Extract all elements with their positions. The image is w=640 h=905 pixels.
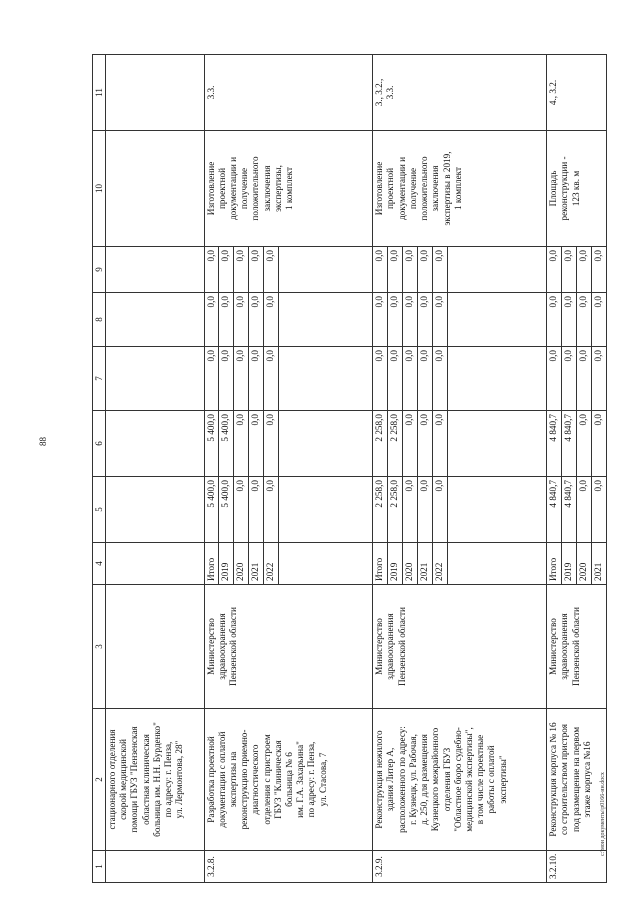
refs: 3.3.: [204, 55, 373, 131]
col-header: 9: [93, 247, 106, 293]
value-cell: 0,0: [234, 477, 249, 543]
col-header: 10: [93, 131, 106, 247]
value-cell: 0,0: [547, 347, 562, 411]
executor: [106, 585, 205, 709]
value-cell: 0,0: [219, 247, 234, 293]
row-number: 3.2.8.: [204, 851, 373, 883]
value-cell: 4 840,7: [547, 477, 562, 543]
refs: 4., 3.2.: [547, 55, 607, 131]
value-cell: 0,0: [373, 293, 388, 347]
value-cell: 0,0: [264, 293, 279, 347]
measure-name: Реконструкция нежилого здания Литер А, расположенного по адресу: г. Кузнецк, ул. Рабочая, д. 250, для размещения Кузнецкого межрайонного отделения ГБУЗ "Областное бюро судебно- медицинской экспертизы", в том числе проектные работы с оплатой экспертизы": [373, 709, 547, 851]
value-cell: 0,0: [388, 293, 403, 347]
value-cell: 4 840,7: [562, 477, 577, 543]
value-cell: 0,0: [577, 247, 592, 293]
col-header: 6: [93, 411, 106, 477]
value-cell: 0,0: [403, 247, 418, 293]
table-row: [204, 55, 219, 883]
value-cell: 0,0: [219, 293, 234, 347]
refs: [106, 55, 205, 131]
refs: 3., 3.2., 3.3.: [373, 55, 547, 131]
value-cell: 0,0: [417, 411, 432, 477]
table-row: [373, 55, 388, 883]
value-cell: 0,0: [432, 347, 447, 411]
year-cell: 2019: [562, 543, 577, 585]
value-cell: 0,0: [264, 347, 279, 411]
year-cell: 2021: [591, 543, 606, 585]
value-cell: 0,0: [249, 411, 264, 477]
value-cell: 0,0: [432, 247, 447, 293]
value-cell: 0,0: [417, 247, 432, 293]
value-cell: 4 840,7: [562, 411, 577, 477]
year-cell: 2021: [249, 543, 264, 585]
value-cell: 0,0: [591, 347, 606, 411]
col-header: 4: [93, 543, 106, 585]
value-cell: 0,0: [591, 293, 606, 347]
result: Площадь реконструкции - 123 кв. м: [547, 131, 607, 247]
col-header: 11: [93, 55, 106, 131]
col-header: 3: [93, 585, 106, 709]
col-header: 1: [93, 851, 106, 883]
value-cell: 0,0: [577, 477, 592, 543]
value-cell: 0,0: [234, 293, 249, 347]
value-cell: 0,0: [373, 247, 388, 293]
value-cell: 0,0: [432, 411, 447, 477]
result: Изготовление проектной документации и получение положительного заключения экспертизы, 1 комплект: [204, 131, 373, 247]
value-cell: 2 258,0: [388, 477, 403, 543]
value-cell: 0,0: [591, 411, 606, 477]
year-cell: 2022: [264, 543, 279, 585]
value-cell: 0,0: [562, 247, 577, 293]
value-cell: 0,0: [249, 477, 264, 543]
measure-name: Реконструкция корпуса № 16 со строительством пристроя под размещение на первом этаже корпуса №16: [547, 709, 607, 851]
value-cell: 0,0: [264, 477, 279, 543]
year-cell: 2022: [432, 543, 447, 585]
executor: Министерство здравоохранения Пензенской области: [547, 585, 607, 709]
value-cell: 0,0: [403, 347, 418, 411]
value-cell: 0,0: [249, 293, 264, 347]
value-cell: 0,0: [417, 347, 432, 411]
result: [106, 131, 205, 247]
table-row: [106, 55, 205, 883]
value-cell: 0,0: [577, 411, 592, 477]
col-header: 8: [93, 293, 106, 347]
value-cell: 0,0: [432, 293, 447, 347]
year-cell: 2019: [388, 543, 403, 585]
value-cell: 5 400,0: [204, 411, 219, 477]
value-cell: 5 400,0: [219, 477, 234, 543]
value-cell: 0,0: [219, 347, 234, 411]
value-cell: 2 258,0: [373, 477, 388, 543]
value-cell: 0,0: [577, 293, 592, 347]
value-cell: 5 400,0: [204, 477, 219, 543]
rotated-table-wrapper: [92, 55, 607, 883]
value-cell: 4 840,7: [547, 411, 562, 477]
col-header: 2: [93, 709, 106, 851]
value-cell: 0,0: [591, 247, 606, 293]
value-cell: 0,0: [403, 411, 418, 477]
measure-name: стационарного отделения скорой медицинской помощи ГБУЗ "Пензенская областная клиническая больница им. Н.Н. Бурденко" по адресу: г. Пенза, ул. Лермонтова, 28": [106, 709, 205, 851]
year-cell: Итого: [547, 543, 562, 585]
value-cell: 2 258,0: [388, 411, 403, 477]
value-cell: 0,0: [234, 247, 249, 293]
value-cell: 0,0: [264, 411, 279, 477]
col-header: 7: [93, 347, 106, 411]
year-cell: Итого: [373, 543, 388, 585]
value-cell: 0,0: [403, 293, 418, 347]
value-cell: 0,0: [562, 347, 577, 411]
result: Изготовление проектной документации и получение положительного заключения экспертизы в 2019, 1 комплект: [373, 131, 547, 247]
value-cell: 0,0: [204, 293, 219, 347]
measure-name: Разработка проектной документации с оплатой экспертизы на реконструкцию приемно- диагностического отделения с пристроем ГБУЗ "Клиническая больница № 6 им. Г.А. Захарьина" по адресу: г. Пенза, ул. Стасова, 7: [204, 709, 373, 851]
value-cell: 0,0: [417, 293, 432, 347]
year-cell: 2021: [417, 543, 432, 585]
value-cell: 0,0: [234, 411, 249, 477]
year-cell: 2020: [234, 543, 249, 585]
value-cell: 0,0: [562, 293, 577, 347]
value-cell: 0,0: [417, 477, 432, 543]
program-table: [92, 54, 607, 883]
row-number: 3.2.9.: [373, 851, 547, 883]
value-cell: 2 258,0: [373, 411, 388, 477]
col-header: 5: [93, 477, 106, 543]
value-cell: 0,0: [249, 247, 264, 293]
year-cell: Итого: [204, 543, 219, 585]
value-cell: 5 400,0: [219, 411, 234, 477]
value-cell: 0,0: [403, 477, 418, 543]
value-cell: 0,0: [432, 477, 447, 543]
value-cell: 0,0: [264, 247, 279, 293]
year-cell: 2020: [403, 543, 418, 585]
year-cell: 2020: [577, 543, 592, 585]
header-row: [93, 55, 106, 883]
file-path-footer: c:\мои документы\р0166-ин.docx: [600, 772, 606, 856]
value-cell: 0,0: [591, 477, 606, 543]
executor: Министерство здравоохранения Пензенской области: [204, 585, 373, 709]
executor: Министерство здравоохранения Пензенской области: [373, 585, 547, 709]
page-number: 88: [38, 437, 48, 446]
value-cell: 0,0: [204, 247, 219, 293]
value-cell: 0,0: [388, 347, 403, 411]
value-cell: 0,0: [204, 347, 219, 411]
value-cell: 0,0: [577, 347, 592, 411]
row-number: 3.2.10.: [547, 851, 607, 883]
table-row: [547, 55, 562, 883]
value-cell: 0,0: [388, 247, 403, 293]
value-cell: 0,0: [547, 293, 562, 347]
value-cell: 0,0: [547, 247, 562, 293]
value-cell: 0,0: [234, 347, 249, 411]
year-cell: 2019: [219, 543, 234, 585]
value-cell: 0,0: [373, 347, 388, 411]
row-number: [106, 851, 205, 883]
value-cell: 0,0: [249, 347, 264, 411]
